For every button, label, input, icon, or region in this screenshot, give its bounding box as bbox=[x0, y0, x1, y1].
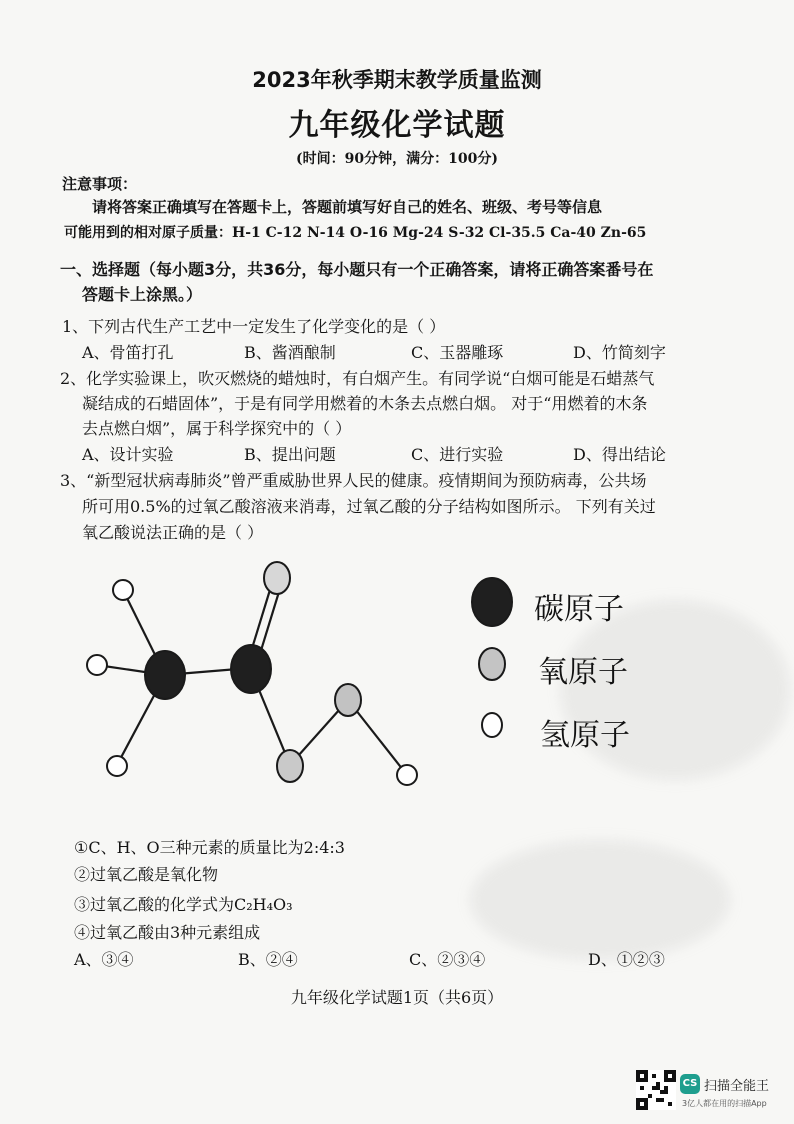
time-score: (时间：90分钟，满分：100分) bbox=[296, 151, 498, 167]
q1-option-b: B、酱酒酿制 bbox=[244, 343, 336, 362]
notes-instruction: 请将答案正确填写在答题卡上，答题前填写好自己的姓名、班级、考号等信息 bbox=[92, 198, 603, 216]
q3-statement-4: ④过氧乙酸由3种元素组成 bbox=[74, 923, 261, 942]
q2-stem-line2: 凝结成的石蜡固体”，于是有同学用燃着的木条去点燃白烟。 对于“用燃着的木条 bbox=[82, 394, 648, 413]
hydrogen-atom bbox=[87, 655, 107, 675]
legend-oxygen-symbol bbox=[479, 648, 505, 680]
q1-option-c: C、玉器雕琢 bbox=[411, 343, 504, 362]
section-heading-cont: 答题卡上涂黑。） bbox=[82, 285, 203, 304]
q3-option-c: C、②③④ bbox=[409, 950, 486, 969]
q1-option-d: D、竹简刻字 bbox=[573, 343, 666, 362]
q3-stem-line2: 所可用0.5%的过氧乙酸溶液来消毒，过氧乙酸的分子结构如图所示。 下列有关过 bbox=[82, 497, 656, 516]
qr-code-icon bbox=[636, 1070, 676, 1110]
notes-heading: 注意事项： bbox=[62, 175, 138, 193]
oxygen-atom bbox=[264, 562, 290, 594]
atomic-mass-line: 可能用到的相对原子质量：H-1 C-12 N-14 O-16 Mg-24 S-32 Cl-35.5 Ca-40 Zn-65 bbox=[64, 225, 647, 241]
q3-stem-line1: 3、“新型冠状病毒肺炎”曾严重威胁世界人民的健康。疫情期间为预防病毒，公共场 bbox=[60, 471, 647, 490]
scanner-app-tagline: 3亿人都在用的扫描App bbox=[682, 1099, 767, 1108]
q3-statement-2: ②过氧乙酸是氧化物 bbox=[74, 865, 219, 884]
q3-option-a: A、③④ bbox=[74, 950, 134, 969]
camscanner-logo-icon: CS bbox=[680, 1074, 700, 1094]
q2-stem-line1: 2、化学实验课上，吹灭燃烧的蜡烛时，有白烟产生。有同学说“白烟可能是石蜡蒸气 bbox=[60, 369, 655, 388]
q3-statement-1: ①C、H、O三种元素的质量比为2:4:3 bbox=[74, 838, 345, 857]
q2-option-c: C、进行实验 bbox=[411, 445, 504, 464]
q1-option-a: A、骨笛打孔 bbox=[82, 343, 174, 362]
q2-option-b: B、提出问题 bbox=[244, 445, 336, 464]
hydrogen-atom bbox=[397, 765, 417, 785]
q2-option-a: A、设计实验 bbox=[82, 445, 174, 464]
q2-stem-line3: 去点燃白烟”，属于科学探究中的（ ） bbox=[82, 419, 352, 438]
scanner-app-name: 扫描全能王 bbox=[704, 1079, 770, 1094]
oxygen-atom bbox=[335, 684, 361, 716]
legend-hydrogen-label: 氢原子 bbox=[540, 718, 630, 753]
legend-oxygen-label: 氧原子 bbox=[538, 655, 628, 690]
oxygen-atom bbox=[277, 750, 303, 782]
hydrogen-atom bbox=[113, 580, 133, 600]
q3-option-b: B、②④ bbox=[238, 950, 298, 969]
section-heading: 一、选择题（每小题3分，共36分，每小题只有一个正确答案，请将正确答案番号在 bbox=[60, 260, 654, 279]
legend-carbon-label: 碳原子 bbox=[534, 592, 624, 627]
paper-title: 九年级化学试题 bbox=[288, 108, 506, 143]
page-footer: 九年级化学试题1页（共6页） bbox=[290, 988, 504, 1007]
q1-stem: 1、下列古代生产工艺中一定发生了化学变化的是（ ） bbox=[62, 317, 446, 336]
q3-statement-3: ③过氧乙酸的化学式为C₂H₄O₃ bbox=[74, 895, 293, 914]
hydrogen-atom bbox=[107, 756, 127, 776]
legend-hydrogen-symbol bbox=[482, 713, 502, 737]
exam-title: 2023年秋季期末教学质量监测 bbox=[252, 68, 542, 92]
legend-carbon-symbol bbox=[472, 578, 512, 626]
q3-stem-line3: 氧乙酸说法正确的是（ ） bbox=[82, 523, 264, 542]
q2-option-d: D、得出结论 bbox=[573, 445, 666, 464]
carbon-atom bbox=[145, 651, 185, 699]
carbon-atom bbox=[231, 645, 271, 693]
q3-option-d: D、①②③ bbox=[588, 950, 665, 969]
